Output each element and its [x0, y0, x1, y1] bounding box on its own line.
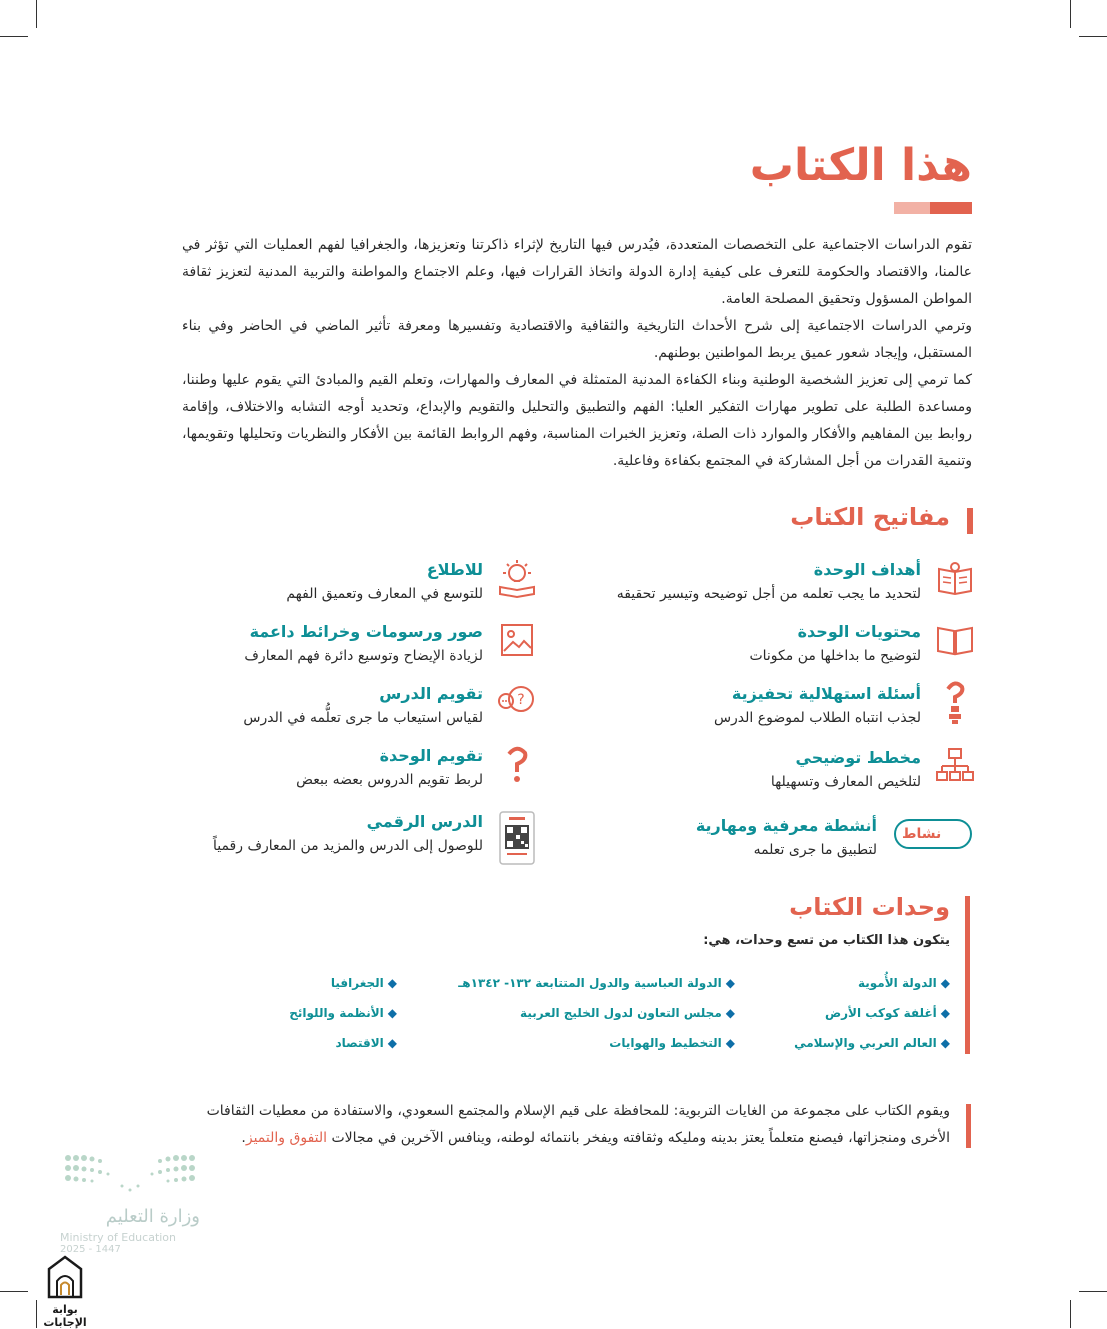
key-digital-lesson	[213, 810, 537, 866]
title-underline	[930, 202, 972, 214]
intro-paragraph: تقوم الدراسات الاجتماعية على التخصصات المتعددة، فيُدرس فيها التاريخ لإثراء ذاكرتنا وتعزيزها، والجغرافيا لفهم العمليات التي تؤثر في عالمنا، والاقتصاد والحكومة للتعرف على كيفية إدارة الدولة واتخاذ القرارات فيها، وعلم الاجتماع والمواطنة والتربية المدنية لتعزيز ثقافة المواطن المسؤول وتحقيق المصلحة العامة.	[182, 237, 972, 307]
question-stack-icon	[935, 682, 975, 722]
key-unit-objectives	[617, 558, 975, 606]
book-target-icon	[935, 558, 975, 598]
key-title: تقويم الوحدة	[379, 746, 483, 765]
ministry-name-en: Ministry of Education	[60, 1231, 177, 1244]
diagram-icon	[935, 746, 975, 786]
activity-badge: نشاط	[902, 826, 942, 842]
crop-mark	[0, 36, 28, 37]
bullet-icon: ◆	[940, 976, 950, 990]
key-desc: لتلخيص المعارف وتسهيلها	[770, 774, 921, 790]
key-unit-review	[296, 744, 537, 792]
section-marker	[966, 1104, 971, 1148]
bullet-icon: ◆	[940, 1006, 950, 1020]
unit-item: ◆الأنظمة واللوائح	[289, 1006, 397, 1020]
key-desc: لتحديد ما يجب تعلمه من أجل توضيحه وتيسير تحقيقه	[616, 586, 921, 602]
key-title: أنشطة معرفية ومهارية	[695, 816, 877, 835]
lightbulb-book-icon	[497, 558, 537, 598]
key-unit-contents	[749, 620, 975, 668]
unit-item: ◆الجغرافيا	[330, 976, 397, 990]
bullet-icon: ◆	[725, 976, 735, 990]
key-for-reading	[286, 558, 537, 606]
bullet-icon: ◆	[725, 1006, 735, 1020]
key-title: تقويم الدرس	[379, 684, 483, 703]
bullet-icon: ◆	[387, 1036, 397, 1050]
key-desc: لجذب انتباه الطلاب لموضوع الدرس	[713, 710, 921, 726]
outro-line: الأخرى ومنجزاتها، فيصنع متعلماً يعتز بدينه ومليكه وثقافته ويفخر بانتمائه لوطنه، وينافس الآخرين في مجالات التفوق والتميز.	[241, 1130, 950, 1146]
unit-item: ◆الدولة العباسية والدول المتتابعة ١٣٢- ١٣٤٢هـ	[458, 976, 735, 990]
open-book-icon	[935, 620, 975, 660]
unit-item: ◆مجلس التعاون لدول الخليج العربية	[520, 1006, 735, 1020]
key-title: أسئلة استهلالية تحفيزية	[731, 684, 921, 703]
key-desc: لتطبيق ما جرى تعلمه	[753, 842, 877, 858]
title-underline	[894, 202, 930, 214]
crop-mark	[1079, 1291, 1107, 1292]
bullet-icon: ◆	[725, 1036, 735, 1050]
key-images-maps	[244, 620, 537, 668]
question-mark-icon	[497, 744, 537, 784]
key-desc: لتوضيح ما بداخلها من مكونات	[749, 648, 921, 664]
key-title: صور ورسومات وخرائط داعمة	[249, 622, 483, 641]
ministry-name-ar: وزارة التعليم	[105, 1206, 200, 1227]
bullet-icon: ◆	[940, 1036, 950, 1050]
outro-text	[180, 1098, 950, 1152]
unit-item: ◆الاقتصاد	[335, 1036, 397, 1050]
page-title: هذا الكتاب	[749, 140, 972, 191]
key-desc: للتوسع في المعارف وتعميق الفهم	[286, 586, 483, 602]
watermark	[30, 1255, 100, 1329]
key-title: أهداف الوحدة	[813, 560, 921, 579]
crop-mark	[1070, 1300, 1071, 1328]
mosque-logo-icon	[45, 1255, 85, 1299]
ministry-dots-icon	[60, 1150, 200, 1196]
speech-question-icon	[497, 682, 537, 722]
bullet-icon: ◆	[387, 976, 397, 990]
keys-heading: مفاتيح الكتاب	[790, 503, 950, 531]
unit-item: ◆الدولة الأُموية	[858, 976, 950, 990]
units-heading: وحدات الكتاب	[789, 893, 950, 921]
crop-mark	[1079, 36, 1107, 37]
outro-line: ويقوم الكتاب على مجموعة من الغايات التربوية: للمحافظة على قيم الإسلام والمجتمع السعودي، والاستفادة من معطيات الثقافات	[206, 1103, 950, 1119]
key-title: محتويات الوحدة	[797, 622, 921, 641]
key-desc: للوصول إلى الدرس والمزيد من المعارف رقمياً	[212, 838, 483, 854]
section-marker	[967, 508, 973, 534]
units-intro: يتكون هذا الكتاب من تسع وحدات، هي:	[703, 933, 950, 948]
key-opening-questions	[714, 682, 975, 730]
intro-paragraph: كما ترمي إلى تعزيز الشخصية الوطنية وبناء الكفاءة المدنية المتمثلة في المعارف والمهارات، وتعلم القيم والمبادئ التي يقوم عليها وطننا، ومساعدة الطلبة على تطوير مهارات التفكير العليا: الفهم والتطبيق والتحليل والتقويم والإبداع، وتحديد أوجه التشابه والاختلاف، وإقامة روابط بين المفاهيم والأفكار والموارد ذات الصلة، وتعزيز الخبرات المناسبة، وفهم الروابط القائمة بين الأفكار والنظريات وتحليلها وتقويمها، وتنمية القدرات من أجل المشاركة في المجتمع بكفاءة وفاعلية.	[182, 372, 972, 469]
svg-text:?: ?	[517, 692, 525, 708]
watermark-label: بوابة الإجابات	[43, 1303, 87, 1329]
bullet-icon: ◆	[387, 1006, 397, 1020]
unit-item: ◆التخطيط والهوايات	[609, 1036, 735, 1050]
intro-text	[182, 232, 972, 475]
section-marker	[965, 896, 970, 1054]
qr-code-icon	[497, 810, 537, 866]
key-lesson-review	[243, 682, 537, 730]
unit-item: ◆أغلفة كوكب الأرض	[825, 1006, 950, 1020]
ministry-year: 2025 - 1447	[60, 1244, 121, 1255]
intro-paragraph: وترمي الدراسات الاجتماعية إلى شرح الأحداث التاريخية والثقافية والاقتصادية وتفسيرها ومعرفة تأثير الماضي في الحاضر وفي بناء المستقبل، وإيجاد شعور عميق يربط المواطنين بوطنهم.	[182, 318, 972, 361]
key-diagram	[771, 746, 975, 794]
key-title: للاطلاع	[426, 560, 483, 579]
key-title: مخطط توضيحي	[795, 748, 921, 767]
key-activities	[696, 814, 975, 862]
crop-mark	[1070, 0, 1071, 28]
image-icon	[497, 620, 537, 660]
crop-mark	[0, 1291, 28, 1292]
key-title: الدرس الرقمي	[366, 812, 483, 831]
key-desc: لزيادة الإيضاح وتوسيع دائرة فهم المعارف	[244, 648, 483, 664]
ministry-logo	[60, 1150, 200, 1255]
activity-icon	[891, 814, 975, 854]
key-desc: لقياس استيعاب ما جرى تعلُّمه في الدرس	[243, 710, 483, 726]
key-desc: لربط تقويم الدروس بعضه ببعض	[296, 772, 483, 788]
unit-item: ◆العالم العربي والإسلامي	[794, 1036, 950, 1050]
crop-mark	[36, 0, 37, 28]
